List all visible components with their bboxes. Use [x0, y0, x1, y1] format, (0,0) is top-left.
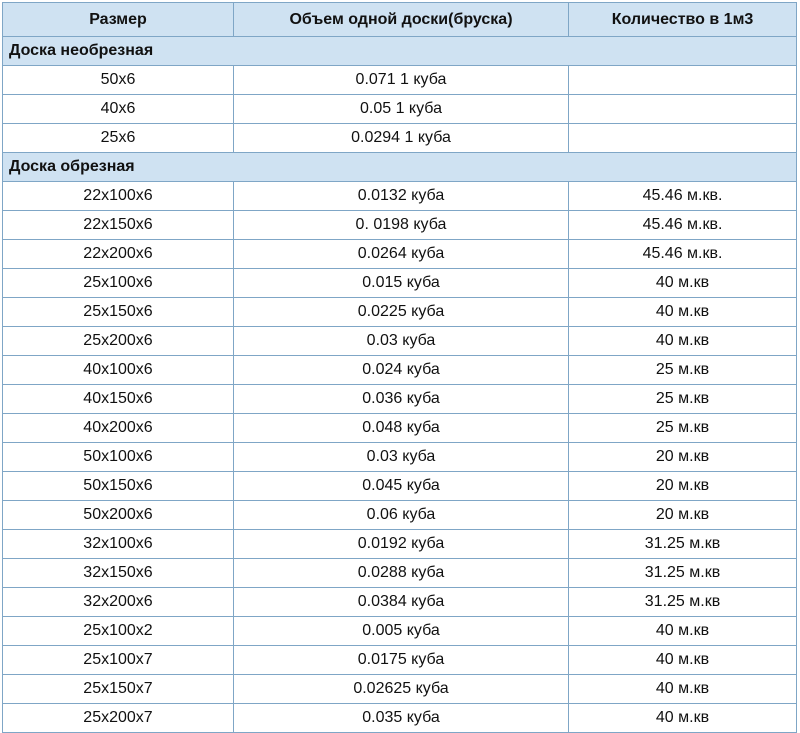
cell-size: 22х150х6: [3, 211, 234, 240]
cell-quantity: 45.46 м.кв.: [569, 182, 797, 211]
cell-size: 50х200х6: [3, 501, 234, 530]
cell-volume: 0.035 куба: [234, 704, 569, 733]
cell-quantity: 20 м.кв: [569, 472, 797, 501]
cell-volume: 0.0175 куба: [234, 646, 569, 675]
cell-size: 25х200х7: [3, 704, 234, 733]
column-header-size: Размер: [3, 3, 234, 37]
table-row: [3, 704, 797, 733]
cell-quantity: 20 м.кв: [569, 501, 797, 530]
column-header-quantity: Количество в 1м3: [569, 3, 797, 37]
cell-volume: 0.02625 куба: [234, 675, 569, 704]
cell-size: 25х6: [3, 124, 234, 153]
table-body: [3, 37, 797, 733]
cell-size: 50х6: [3, 66, 234, 95]
cell-quantity: 25 м.кв: [569, 414, 797, 443]
table-row: [3, 501, 797, 530]
table-row: [3, 617, 797, 646]
cell-quantity: 40 м.кв: [569, 269, 797, 298]
table-row: [3, 269, 797, 298]
table-row: [3, 211, 797, 240]
cell-size: 22х100х6: [3, 182, 234, 211]
cell-volume: 0.005 куба: [234, 617, 569, 646]
table-header: [3, 3, 797, 37]
cell-size: 40х200х6: [3, 414, 234, 443]
table-row: [3, 472, 797, 501]
cell-volume: 0.05 1 куба: [234, 95, 569, 124]
cell-volume: 0.045 куба: [234, 472, 569, 501]
cell-size: 25х150х6: [3, 298, 234, 327]
section-row: [3, 37, 797, 66]
cell-volume: 0.0288 куба: [234, 559, 569, 588]
table-row: [3, 327, 797, 356]
table-row: [3, 298, 797, 327]
cell-volume: 0. 0198 куба: [234, 211, 569, 240]
cell-quantity: 31.25 м.кв: [569, 559, 797, 588]
cell-quantity: 40 м.кв: [569, 675, 797, 704]
cell-size: 25х100х7: [3, 646, 234, 675]
cell-size: 22х200х6: [3, 240, 234, 269]
cell-volume: 0.0384 куба: [234, 588, 569, 617]
cell-quantity: 40 м.кв: [569, 646, 797, 675]
cell-volume: 0.015 куба: [234, 269, 569, 298]
column-header-volume: Объем одной доски(бруска): [234, 3, 569, 37]
cell-size: 32х200х6: [3, 588, 234, 617]
cell-size: 50х100х6: [3, 443, 234, 472]
table-row: [3, 385, 797, 414]
section-title: Доска необрезная: [3, 37, 797, 66]
cell-volume: 0.0264 куба: [234, 240, 569, 269]
cell-quantity: 31.25 м.кв: [569, 530, 797, 559]
cell-quantity: 40 м.кв: [569, 617, 797, 646]
cell-size: 25х100х6: [3, 269, 234, 298]
cell-size: 50х150х6: [3, 472, 234, 501]
cell-volume: 0.03 куба: [234, 327, 569, 356]
cell-volume: 0.036 куба: [234, 385, 569, 414]
cell-quantity: 40 м.кв: [569, 327, 797, 356]
table-row: [3, 646, 797, 675]
cell-quantity: [569, 66, 797, 95]
cell-size: 32х150х6: [3, 559, 234, 588]
table-row: [3, 588, 797, 617]
table-row: [3, 559, 797, 588]
cell-quantity: 25 м.кв: [569, 356, 797, 385]
cell-size: 25х100х2: [3, 617, 234, 646]
section-row: [3, 153, 797, 182]
table-row: [3, 66, 797, 95]
cell-volume: 0.0294 1 куба: [234, 124, 569, 153]
cell-quantity: [569, 95, 797, 124]
cell-volume: 0.0132 куба: [234, 182, 569, 211]
cell-size: 40х6: [3, 95, 234, 124]
cell-quantity: 45.46 м.кв.: [569, 240, 797, 269]
cell-size: 40х100х6: [3, 356, 234, 385]
cell-volume: 0.03 куба: [234, 443, 569, 472]
cell-quantity: 31.25 м.кв: [569, 588, 797, 617]
cell-quantity: [569, 124, 797, 153]
cell-quantity: 45.46 м.кв.: [569, 211, 797, 240]
cell-volume: 0.0225 куба: [234, 298, 569, 327]
cell-quantity: 40 м.кв: [569, 704, 797, 733]
cell-quantity: 20 м.кв: [569, 443, 797, 472]
cell-volume: 0.06 куба: [234, 501, 569, 530]
table-row: [3, 443, 797, 472]
table-row: [3, 675, 797, 704]
table-row: [3, 124, 797, 153]
table-row: [3, 414, 797, 443]
cell-volume: 0.048 куба: [234, 414, 569, 443]
table-row: [3, 356, 797, 385]
cell-size: 25х150х7: [3, 675, 234, 704]
table-row: [3, 182, 797, 211]
cell-volume: 0.024 куба: [234, 356, 569, 385]
cell-size: 32х100х6: [3, 530, 234, 559]
cell-size: 40х150х6: [3, 385, 234, 414]
cell-volume: 0.071 1 куба: [234, 66, 569, 95]
table-row: [3, 95, 797, 124]
cell-size: 25х200х6: [3, 327, 234, 356]
section-title: Доска обрезная: [3, 153, 797, 182]
header-row: [3, 3, 797, 37]
cell-quantity: 25 м.кв: [569, 385, 797, 414]
cell-volume: 0.0192 куба: [234, 530, 569, 559]
table-row: [3, 530, 797, 559]
table-row: [3, 240, 797, 269]
cell-quantity: 40 м.кв: [569, 298, 797, 327]
lumber-volume-table: [2, 2, 797, 733]
